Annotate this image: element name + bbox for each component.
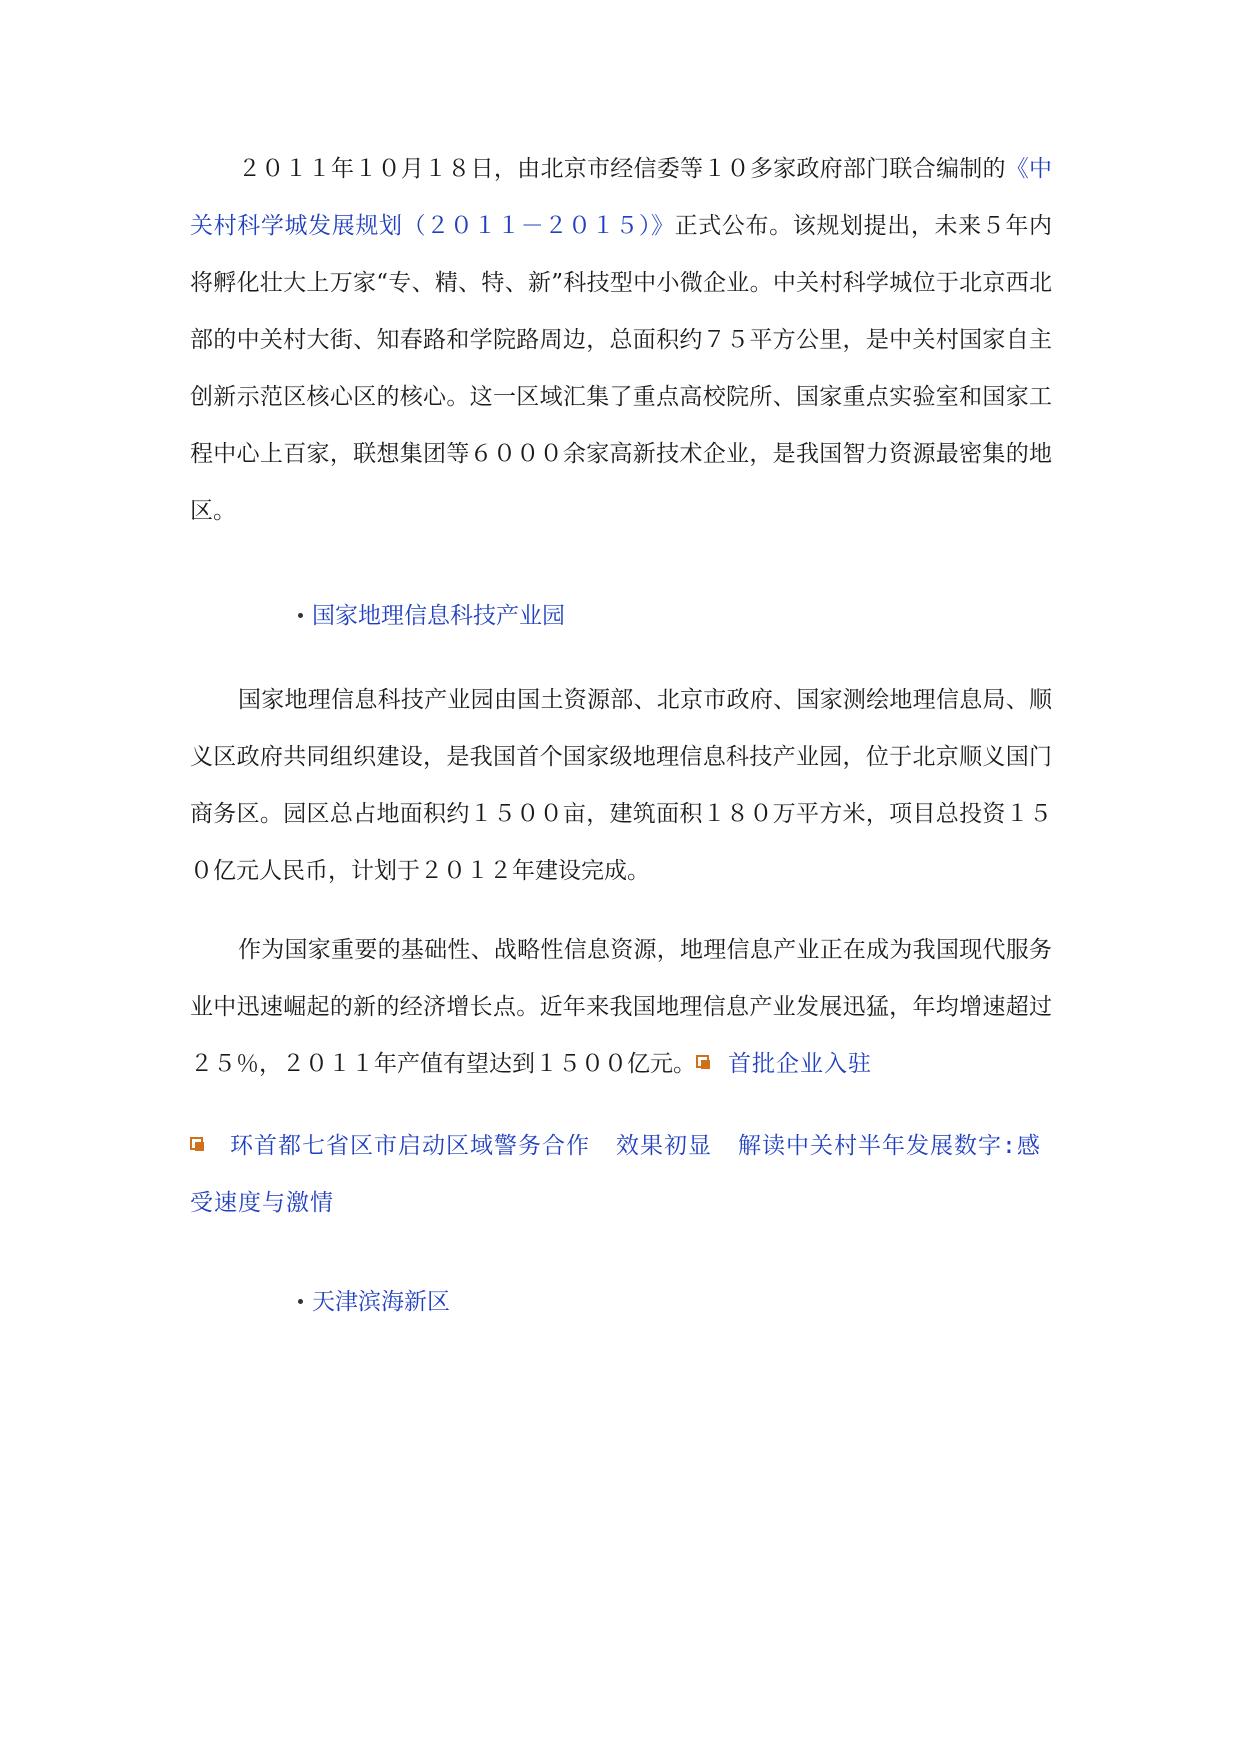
news-link-first-companies[interactable]: 首批企业入驻 <box>728 1051 872 1077</box>
geo-park-paragraph: 国家地理信息科技产业园由国土资源部、北京市政府、国家测绘地理信息局、顺义区政府共同组织建设，是我国首个国家级地理信息科技产业园，位于北京顺义国门商务区。园区总占地面积约１５００亩，建筑面积１８０万平方米，项目总投资１５０亿元人民币，计划于２０１２年建设完成。 <box>190 687 1052 884</box>
bullet-item-geo-park[interactable] <box>298 596 565 636</box>
geo-industry-paragraph <box>190 922 1052 1093</box>
geo-industry-text: 作为国家重要的基础性、战略性信息资源，地理信息产业正在成为我国现代服务业中迅速崛起的新的经济增长点。近年来我国地理信息产业发展迅猛，年均增速超过２５％，２０１１年产值有望达到１５００亿元。 <box>190 937 1052 1077</box>
news-bullet-icon <box>190 1137 204 1151</box>
intro-rest-text: 正式公布。该规划提出，未来５年内将孵化壮大上万家“专、精、特、新”科技型中小微企业。中关村科学城位于北京西北部的中关村大街、知春路和学院路周边，总面积约７５平方公里，是中关村国家自主创新示范区核心区的核心。这一区域汇集了重点高校院所、国家重点实验室和国家工程中心上百家，联想集团等６０００余家高新技术企业，是我国智力资源最密集的地区。 <box>190 213 1052 524</box>
planning-document-link[interactable]: 《中关村科学城发展规划（２０１１－２０１５）》 <box>190 156 1053 239</box>
news-link-police-cooperation[interactable]: 环首都七省区市启动区域警务合作 <box>230 1133 590 1159</box>
news-link-initial-results[interactable]: 效果初显 <box>616 1133 712 1159</box>
intro-paragraph <box>190 141 1052 540</box>
related-news-block <box>190 1118 1052 1232</box>
bullet-dot-icon <box>298 613 303 618</box>
bullet-item-tianjin-binhai[interactable] <box>298 1282 450 1322</box>
intro-lead-text: ２０１１年１０月１８日，由北京市经信委等１０多家政府部门联合编制的 <box>238 156 1006 182</box>
bullet-label-tianjin-binhai[interactable]: 天津滨海新区 <box>312 1289 450 1315</box>
bullet-dot-icon <box>298 1299 303 1304</box>
bullet-label-geo-park[interactable]: 国家地理信息科技产业园 <box>312 603 565 629</box>
news-link-zhongguancun-figures[interactable]: 解读中关村半年发展数字:感受速度与激情 <box>190 1133 1041 1216</box>
news-bullet-icon <box>696 1055 710 1069</box>
